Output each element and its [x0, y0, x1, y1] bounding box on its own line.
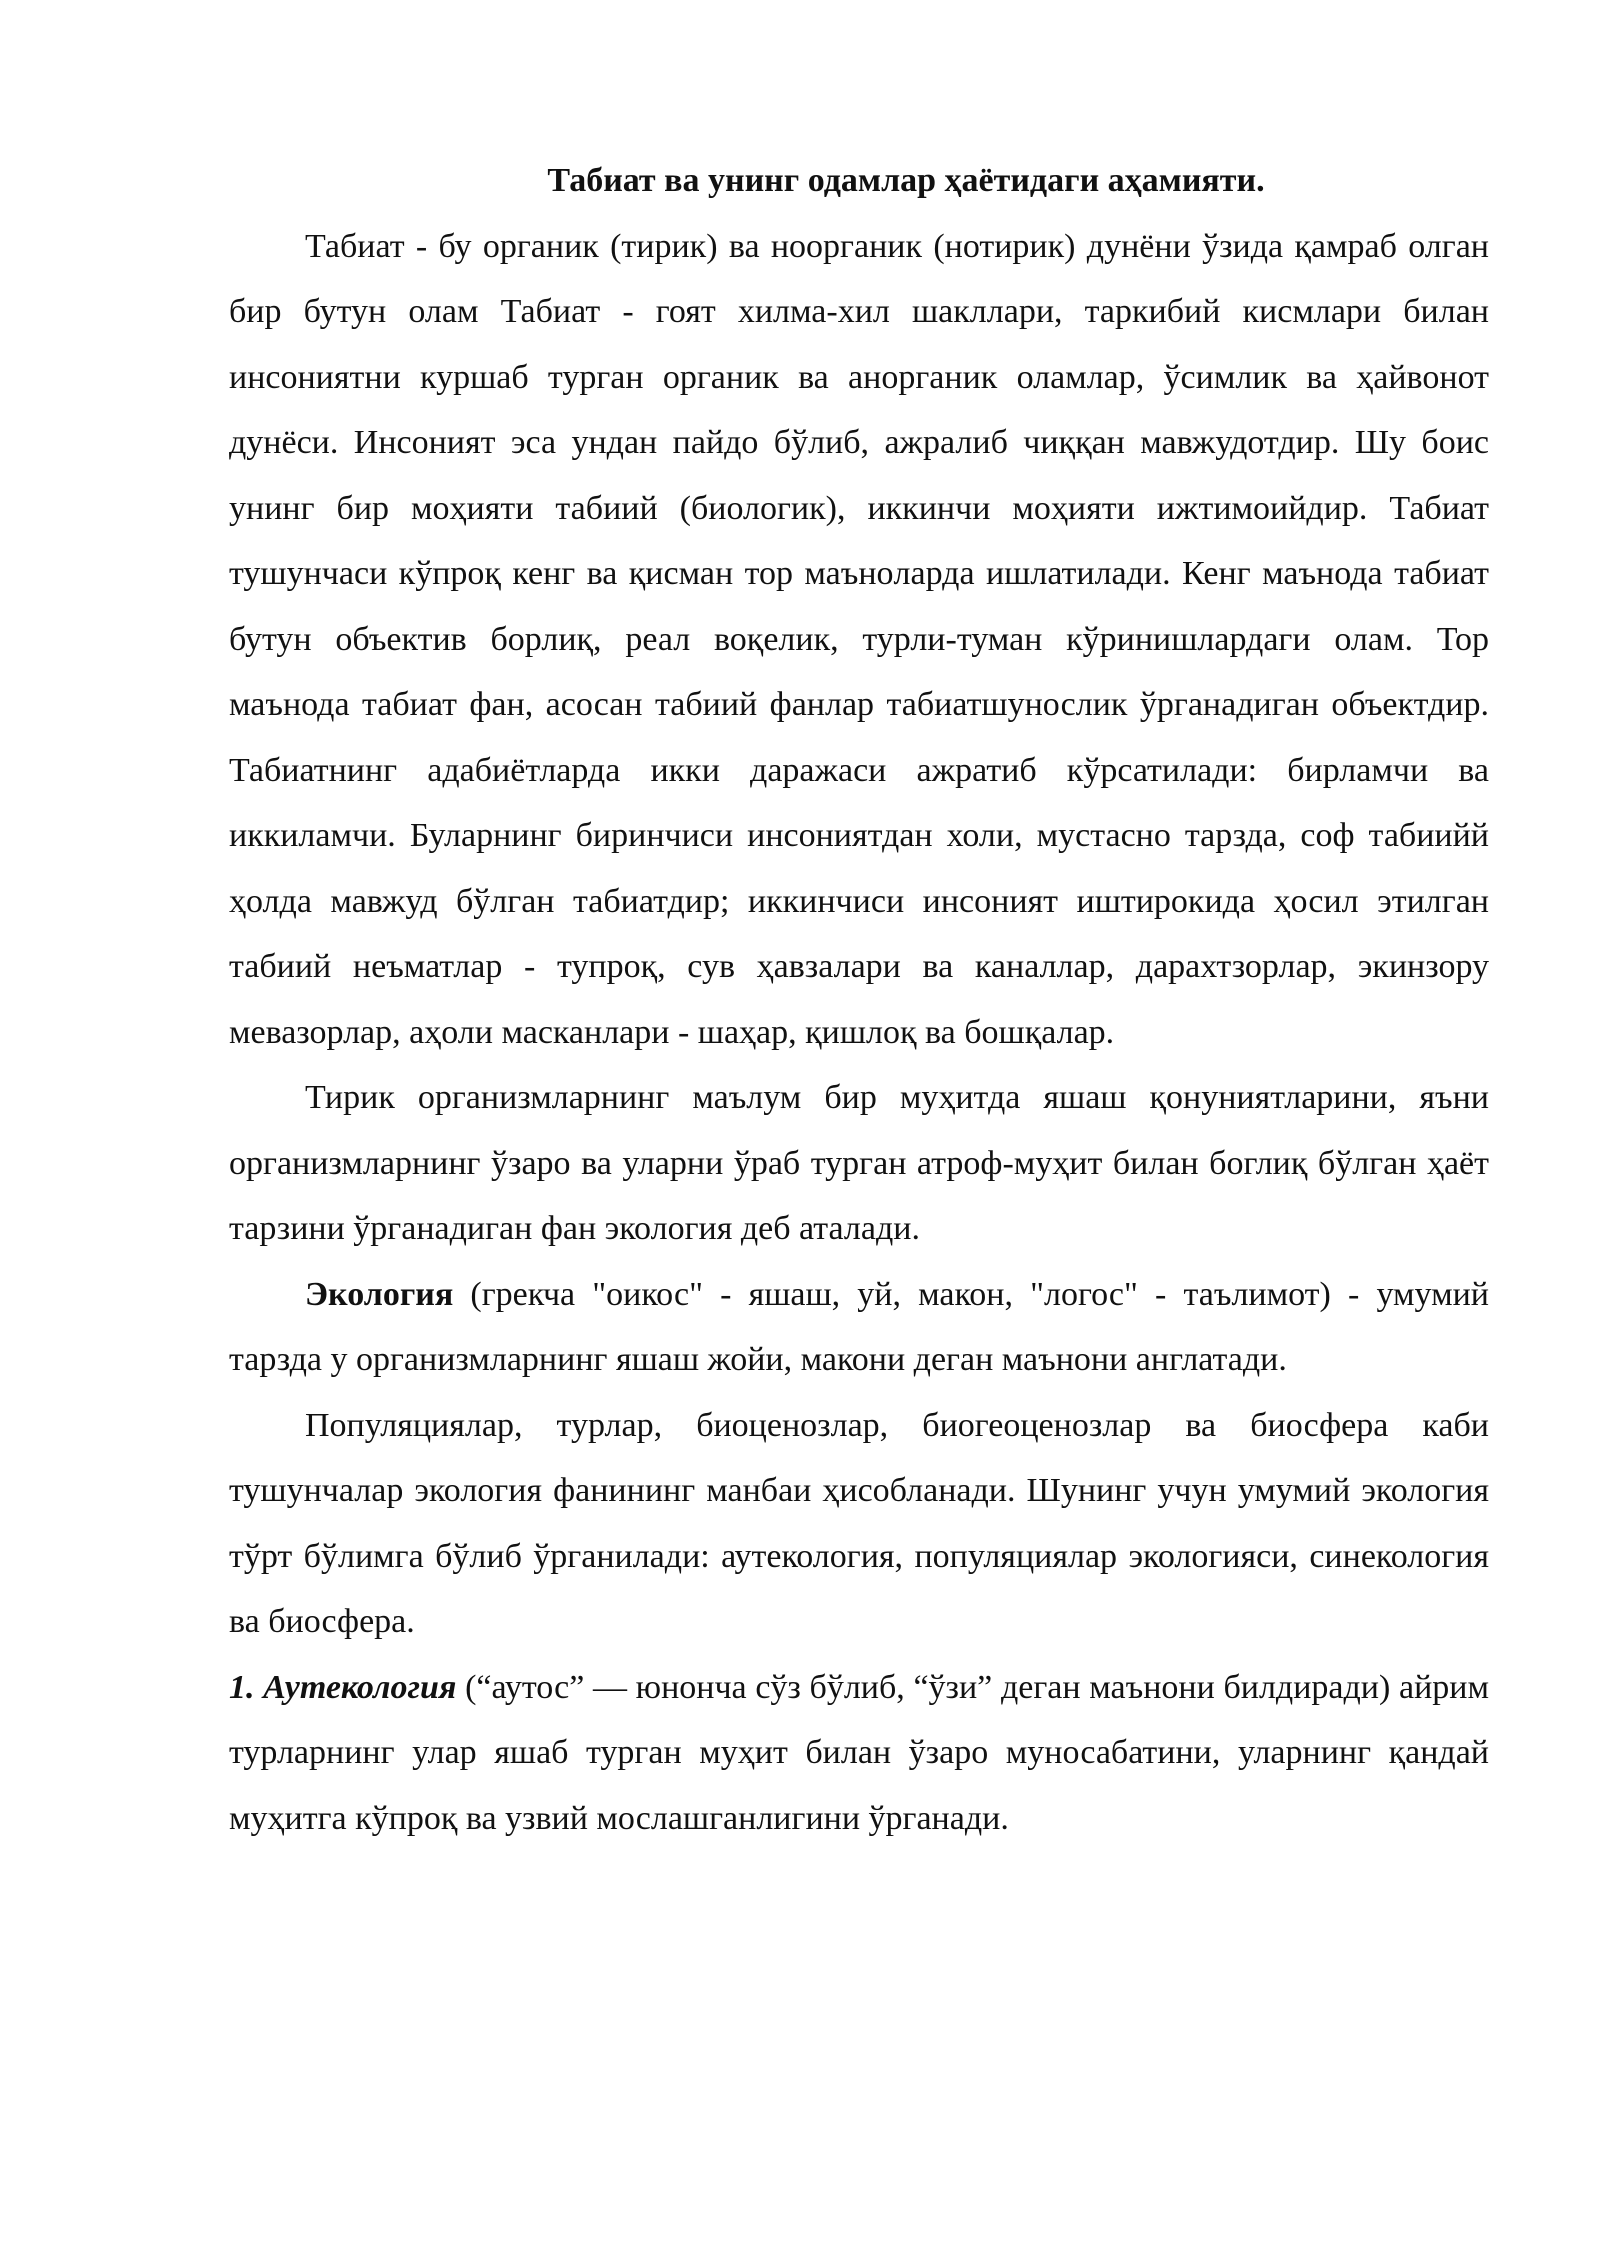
document-body — [229, 148, 1489, 1851]
paragraph-text: Популяциялар, турлар, биоценозлар, биогеоценозлар ва биосфера каби тушунчалар экология фанининг манбаи ҳисобланади. Шунинг учун умумий экология тўрт бўлимга бўлиб ўрганилади: аутекология, популяциялар экологияси, синекология ва биосфера. — [229, 1406, 1489, 1640]
document-title: Табиат ва унинг одамлар ҳаётидаги аҳамияти. — [547, 162, 1265, 199]
paragraph-text: (“аутос” — юнонча сўз бўлиб, “ўзи” деган маънони билдиради) айрим турларнинг улар яшаб турган муҳит билан ўзаро муносабатини, уларнинг қандай муҳитга кўпроқ ва узвий мослашганлигини ўрганади. — [229, 1668, 1489, 1837]
paragraph-autecology — [229, 1655, 1489, 1852]
paragraph-ecology-intro — [229, 1065, 1489, 1262]
paragraph-text: Тирик организмларнинг маълум бир муҳитда яшаш қонуниятларини, яъни организмларнинг ўзаро ва уларни ўраб турган атроф-муҳит билан боглиқ бўлган ҳаёт тарзини ўрганадиган фан экология деб аталади. — [229, 1079, 1489, 1247]
paragraph-ecology-sections — [229, 1393, 1489, 1655]
paragraph-text: Табиат - бу органик (тирик) ва ноорганик (нотирик) дунёни ўзида қамраб олган бир бутун олам Табиат - гоят хилма-хил шакллари, таркибий кисмлари билан инсониятни куршаб турган органик ва анорганик оламлар, ўсимлик ва ҳайвонот дунёси. Инсоният эса ундан пайдо бўлиб, ажралиб чиққан мавжудотдир. Шу боис унинг бир моҳияти табиий (биологик), иккинчи моҳияти ижтимоийдир. Табиат тушунчаси кўпроқ кенг ва қисман тор маънoларда ишлатилади. Кенг маънода табиат бутун объектив борлиқ, реал воқелик, турли-туман кўринишлардаги олам. Тор маънода табиат фан, асосан табиий фанлар табиатшунослик ўрганадиган объектдир. Табиатнинг адабиётларда икки даражаси ажратиб кўрсатилади: бирламчи ва иккиламчи. Буларнинг биринчиси инсониятдан холи, мустасно тарзда, соф табиийй ҳолда мавжуд бўлган табиатдир; иккинчиси инсоният иштирокида ҳосил этилган табиий неъматлар - тупроқ, сув ҳавзалари ва каналлар, дарахтзорлар, экинзору мевазорлар, аҳоли масканлари - шаҳар, қишлоқ ва бошқалар. — [229, 227, 1489, 1051]
term-autecology: 1. Аутекология — [229, 1668, 457, 1706]
term-ecology: Экология — [305, 1275, 454, 1313]
paragraph-text: (грекча "оикос" - яшаш, уй, макон, "логос" - таълимот) - умумий тарзда у организмларнинг яшаш жойи, макони деган маънони англатади. — [229, 1275, 1489, 1378]
paragraph-nature-definition — [229, 214, 1489, 1066]
paragraph-ecology-etymology — [229, 1262, 1489, 1393]
